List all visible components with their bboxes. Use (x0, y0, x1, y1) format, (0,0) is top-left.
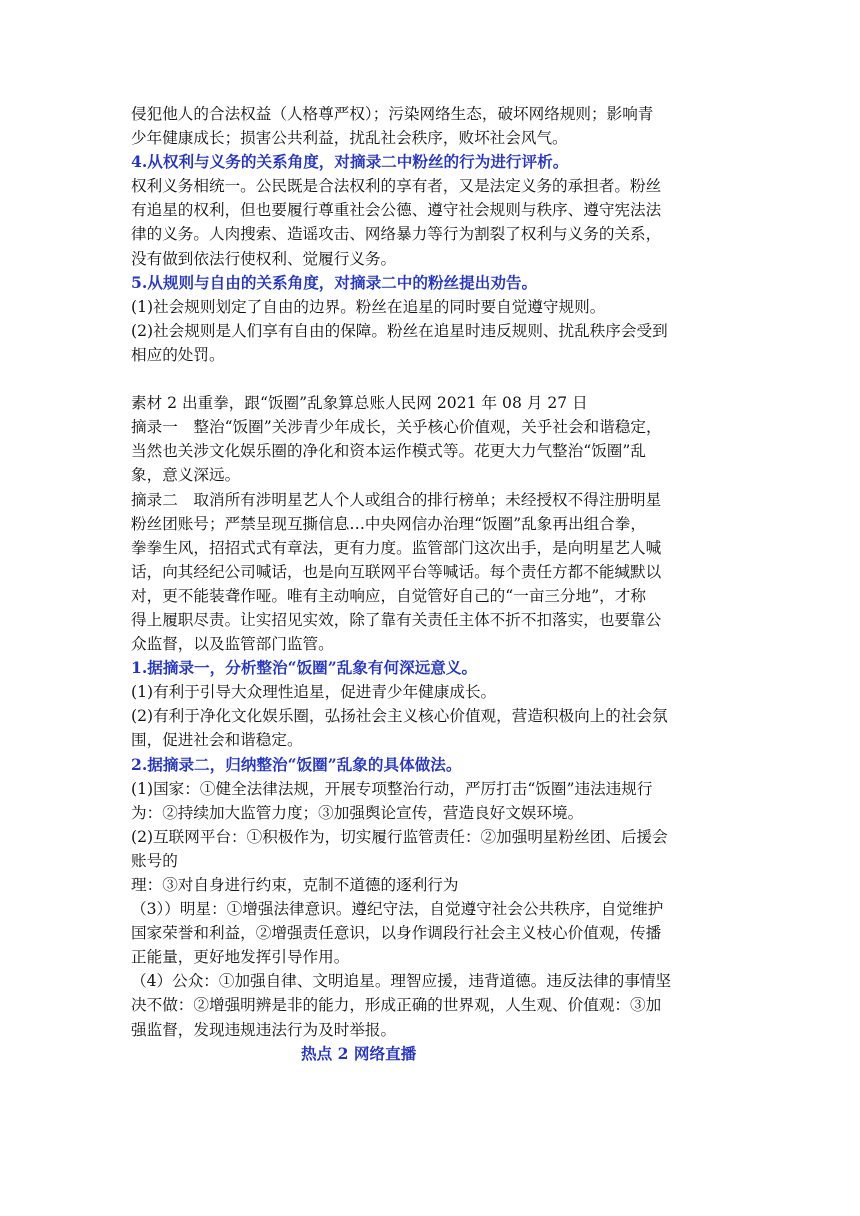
body-text-line: （4）公众：①加强自律、文明追星。理智应援，违背道德。违反法律的事情坚 (131, 972, 672, 991)
question-heading: 1.据摘录一，分析整治“饭圈”乱象有何深远意义。 (131, 658, 478, 678)
body-text-line: 话，向其经纪公司喊话，也是向互联网平台等喊话。每个责任方都不能缄默以 (131, 562, 662, 581)
body-text-line: 侵犯他人的合法权益（人格尊严权）；污染网络生态，破坏网络规则；影响青 (131, 105, 654, 123)
body-text-line: 权利义务相统一。公民既是合法权利的享有者，又是法定义务的承担者。粉丝 (131, 177, 662, 196)
body-text-line: 象，意义深远。 (131, 466, 241, 485)
body-text-line: 正能量，更好地发挥引导作用。 (131, 948, 350, 967)
body-text-line: 账号的 (131, 851, 178, 870)
body-text-line: 围，促进社会和谐稳定。 (131, 731, 303, 750)
body-text-line: 粉丝团账号；严禁呈现互撕信息…中央网信办治理“饭圈”乱象再出组合拳， (131, 514, 646, 533)
body-text-line: 强监督，发现违规违法行为及时举报。 (131, 1020, 397, 1039)
section-title: 热点 2 网络直播 (301, 1043, 417, 1063)
body-text-line: 众监督，以及监管部门监管。 (131, 635, 334, 654)
body-text-line: 得上履职尽责。让实招见实效，除了靠有关责任主体不折不扣落实，也要靠公 (131, 610, 662, 629)
body-text-line: 律的义务。人肉搜索、造谣攻击、网络暴力等行为割裂了权利与义务的关系， (131, 225, 662, 244)
body-text-line: 为：②持续加大监管力度；③加强舆论宣传，营造良好文娱环境。 (131, 803, 584, 822)
body-text-line: 决不做：②增强明辨是非的能力，形成正确的世界观，人生观、价值观：③加 (131, 996, 662, 1015)
body-text-line: 少年健康成长；损害公共利益，扰乱社会秩序，败坏社会风气。 (131, 129, 568, 148)
body-text-line: (1)国家：①健全法律法规，开展专项整治行动，严厉打击“饭圈”违法违规行 (131, 779, 653, 798)
body-text-line: (1)社会规则划定了自由的边界。粉丝在追星的同时要自觉遵守规则。 (131, 297, 606, 316)
body-text-line: 国家荣誉和利益，②增强责任意识，以身作调段行社会主义枝心价值观，传播 (131, 924, 662, 943)
body-text-line: (2)社会规则是人们享有自由的保障。粉丝在追星时违反规则、扰乱秩序会受到 (131, 321, 668, 340)
document-page (131, 102, 731, 1066)
body-text-line: 摘录二 取消所有涉明星艺人个人或组合的排行榜单；未经授权不得注册明星 (131, 490, 662, 509)
body-text-line: (1)有利于引导大众理性追星，促进青少年健康成长。 (131, 683, 497, 702)
material-title: 素材 2 出重拳，跟“饭圈”乱象算总账人民网 2021 年 08 月 27 日 (131, 394, 588, 413)
body-text-line: (2)有利于净化文化娱乐圈，弘扬社会主义核心价值观，营造积极向上的社会氛 (131, 707, 668, 726)
question-heading: 5.从规则与自由的关系角度，对摘录二中的粉丝提出劝告。 (131, 272, 538, 292)
body-text-line: 相应的处罚。 (131, 345, 225, 364)
body-text-line: 对，更不能装聋作哑。唯有主动响应，自觉管好自己的“一亩三分地”，才称 (131, 586, 646, 605)
body-text-line: 当然也关涉文化娱乐圈的净化和资本运作模式等。花更大力气整治“饭圈”乱 (131, 442, 646, 461)
body-text-line: 有追星的权利，但也要履行尊重社会公德、遵守社会规则与秩序、遵守宪法法 (131, 201, 662, 220)
body-text-line: 摘录一 整治“饭圈”关涉青少年成长，关乎核心价值观，关乎社会和谐稳定， (131, 418, 662, 437)
body-text-line: (2)互联网平台：①积极作为，切实履行监管责任：②加强明星粉丝团、后援会 (131, 827, 668, 846)
body-text-line: （3））明星：①增强法律意识。遵纪守法，自觉遵守社会公共秩序，自觉维护 (131, 900, 664, 919)
question-heading: 2.据摘录二，归纳整治“饭圈”乱象的具体做法。 (131, 754, 462, 774)
question-heading: 4.从权利与义务的关系角度，对摘录二中粉丝的行为进行评析。 (131, 152, 569, 172)
body-text-line: 没有做到依法行使权利、觉履行义务。 (131, 249, 397, 268)
body-text-line: 理：③对自身进行约束，克制不道德的逐利行为 (131, 876, 459, 894)
blank-line (131, 367, 731, 391)
body-text-line: 拳拳生风，招招式式有章法，更有力度。监管部门这次出手，是向明星艺人喊 (131, 538, 662, 557)
